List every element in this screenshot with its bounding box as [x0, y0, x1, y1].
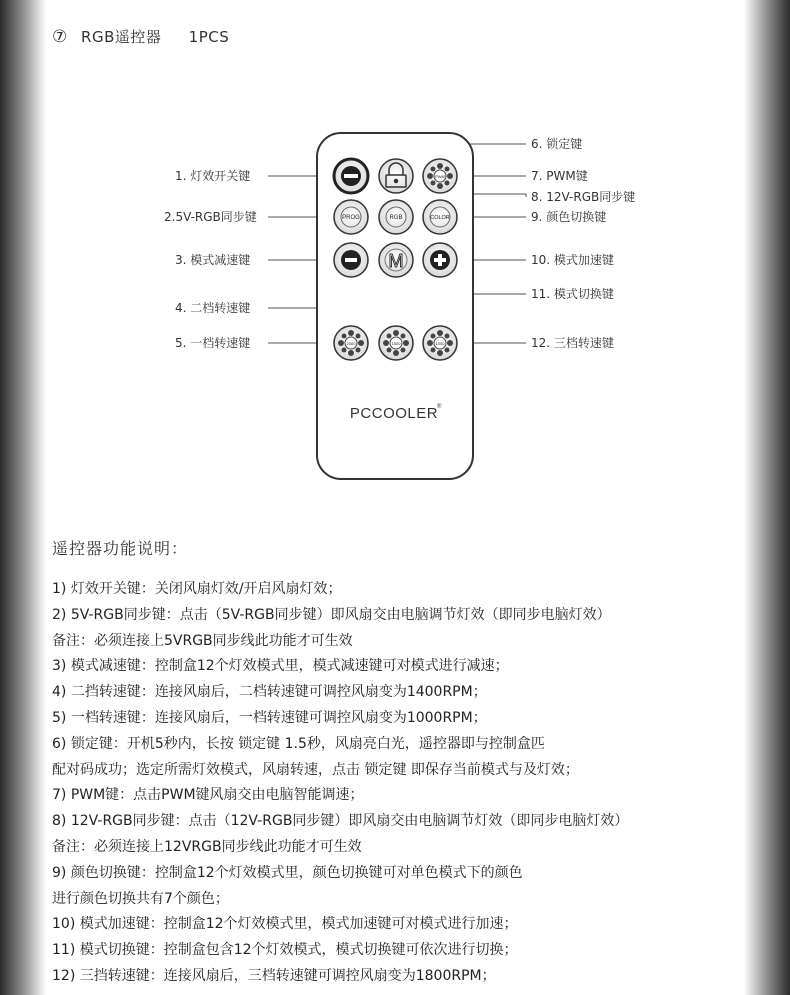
pwm-button[interactable] [423, 159, 457, 193]
description-line: 11) 模式切换键：控制盒包含12个灯效模式，模式切换键可依次进行切换； [52, 942, 518, 959]
section-number: ⑦ [52, 27, 68, 47]
minus-icon [345, 258, 357, 262]
power-button[interactable] [334, 159, 368, 193]
callout-mode-speed-up: 10. 模式加速键 [531, 253, 614, 267]
callout-mode-speed-down: 3. 模式减速键 [175, 253, 251, 267]
third-gear-label: 1000 [435, 341, 445, 346]
description-line: 6) 锁定键：开机5秒内，长按 锁定键 1.5秒，风扇亮白光，遥控器即与控制盒匹 [52, 735, 545, 752]
section-title: RGB遥控器 [81, 28, 162, 46]
color-switch-button[interactable] [423, 200, 457, 234]
callout-5v-rgb-sync: 2.5V-RGB同步键 [164, 210, 257, 224]
mode-speed-down-button[interactable] [334, 243, 368, 277]
12v-rgb-sync-button[interactable] [379, 200, 413, 234]
registered-mark: ® [437, 404, 442, 410]
description-line: 4) 二挡转速键：连接风扇后，二档转速键可调控风扇变为1400RPM； [52, 684, 487, 701]
description-line: 5) 一档转速键：连接风扇后，一档转速键可调控风扇变为1000RPM； [52, 709, 487, 726]
description-line: 8) 12V-RGB同步键：点击（12V-RGB同步键）即风扇交由电脑调节灯效（即同步电脑灯效） [52, 813, 629, 830]
description-line: 配对码成功；选定所需灯效模式，风扇转速，点击 锁定键 即保存当前模式与及灯效； [52, 761, 579, 778]
callout-third-gear: 12. 三档转速键 [531, 336, 614, 350]
description-line: 备注：必须连接上5VRGB同步线此功能才可生效 [52, 632, 353, 649]
first-gear-label: 2000 [346, 341, 356, 346]
section-quantity: 1PCS [188, 28, 230, 46]
prog-button-label: PROG [342, 215, 360, 221]
second-gear-button[interactable] [379, 326, 413, 360]
description-line: 3) 模式减速键：控制盒12个灯效模式里，模式减速键可对模式进行减速； [52, 658, 509, 675]
minus-icon [344, 174, 358, 178]
callout-second-gear: 4. 二档转速键 [175, 301, 251, 315]
description-heading: 遥控器功能说明： [52, 539, 189, 558]
mode-switch-button[interactable] [379, 243, 413, 277]
first-gear-button[interactable] [334, 326, 368, 360]
5v-rgb-sync-button[interactable] [334, 200, 368, 234]
function-description [52, 536, 732, 990]
description-line: 7) PWM键：点击PWM键风扇交由电脑智能调速； [52, 787, 364, 804]
callout-pwm: 7. PWM键 [531, 169, 588, 183]
description-line: 进行颜色切换共有7个颜色； [52, 890, 229, 907]
description-line: 12) 三挡转速键：连接风扇后，三档转速键可调控风扇变为1800RPM； [52, 967, 496, 984]
brand-logo: PCCOOLER [349, 405, 439, 422]
callout-first-gear: 5. 一档转速键 [175, 336, 251, 350]
color-button-label: COLOR [430, 215, 450, 221]
callout-lock: 6. 锁定键 [531, 137, 583, 151]
rgb-button-label: RGB [389, 215, 403, 221]
callout-color-switch: 9. 颜色切换键 [531, 210, 607, 224]
mode-speed-up-button[interactable] [423, 243, 457, 277]
callout-mode-switch: 11. 模式切换键 [531, 287, 614, 301]
description-line: 9) 颜色切换键：控制盒12个灯效模式里，颜色切换键可对单色模式下的颜色 [52, 864, 523, 881]
description-line: 10) 模式加速键：控制盒12个灯效模式里，模式加速键可对模式进行加速； [52, 916, 518, 933]
description-line: 2) 5V-RGB同步键：点击（5V-RGB同步键）即风扇交由电脑调节灯效（即同步电脑灯效） [52, 606, 611, 623]
callout-12v-rgb-sync: 8. 12V-RGB同步键 [531, 190, 636, 204]
lock-button[interactable] [379, 159, 413, 193]
description-line: 1) 灯效开关键：关闭风扇灯效/开启风扇灯效； [52, 581, 342, 597]
m-button-label: M [388, 251, 404, 271]
second-gear-label: 1500 [391, 341, 401, 346]
third-gear-button[interactable] [423, 326, 457, 360]
description-line: 备注：必须连接上12VRGB同步线此功能才可生效 [52, 838, 362, 855]
callout-power: 1. 灯效开关键 [175, 169, 251, 183]
pwm-button-label: PWM [435, 174, 445, 179]
